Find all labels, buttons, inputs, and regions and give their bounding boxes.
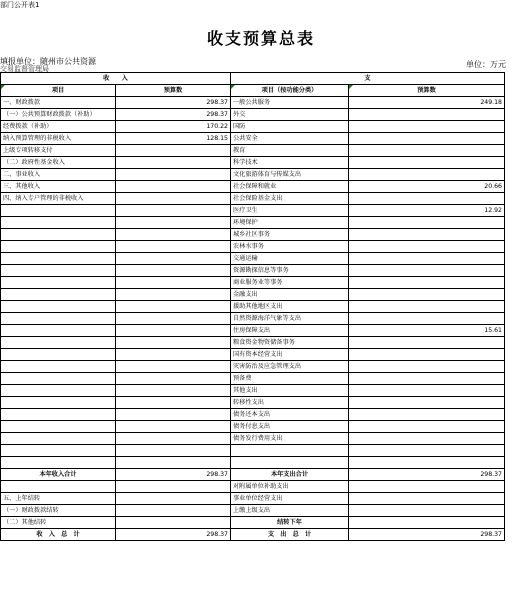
expense-item-label: 对附属单位补助支出 bbox=[231, 481, 349, 493]
column-header-row bbox=[1, 85, 505, 97]
budget-table bbox=[0, 72, 505, 541]
table-row bbox=[1, 265, 505, 277]
expense-item-value bbox=[349, 493, 505, 505]
income-item-value bbox=[116, 337, 231, 349]
income-item-label bbox=[1, 313, 116, 325]
col-header-budget: 预算数 bbox=[116, 85, 231, 97]
expense-item-label: 住房保障支出 bbox=[231, 325, 349, 337]
expense-item-value bbox=[349, 289, 505, 301]
income-item-label bbox=[1, 217, 116, 229]
grand-expense-total-label: 支 出 总 计 bbox=[231, 529, 349, 541]
table-row bbox=[1, 373, 505, 385]
expense-item-value: 20.66 bbox=[349, 181, 505, 193]
expense-item-value bbox=[349, 133, 505, 145]
income-item-value bbox=[116, 493, 231, 505]
empty-cell bbox=[349, 517, 505, 529]
expense-item-value bbox=[349, 385, 505, 397]
expense-item-value bbox=[349, 301, 505, 313]
expense-item-value bbox=[349, 313, 505, 325]
expense-item-label: 其他支出 bbox=[231, 385, 349, 397]
expense-item-label: 商业服务业等事务 bbox=[231, 277, 349, 289]
table-row bbox=[1, 397, 505, 409]
expense-item-label: 债务发行费用支出 bbox=[231, 433, 349, 445]
income-item-value bbox=[116, 265, 231, 277]
expense-item-value bbox=[349, 157, 505, 169]
income-item-label bbox=[1, 361, 116, 373]
income-item-label bbox=[1, 265, 116, 277]
expense-item-label: 上缴上级支出 bbox=[231, 505, 349, 517]
income-item-value bbox=[116, 145, 231, 157]
page-title: 收支预算总表 bbox=[206, 29, 315, 48]
expense-item-value bbox=[349, 349, 505, 361]
table-row bbox=[1, 97, 505, 109]
grand-income-total-value: 298.37 bbox=[116, 529, 231, 541]
table-row bbox=[1, 133, 505, 145]
expense-item-value bbox=[349, 109, 505, 121]
income-item-value: 170.22 bbox=[116, 121, 231, 133]
income-item-label: （二）政府性基金收入 bbox=[1, 157, 116, 169]
income-item-value bbox=[116, 505, 231, 517]
income-item-value bbox=[116, 253, 231, 265]
income-item-label bbox=[1, 409, 116, 421]
income-item-label: 二、事业收入 bbox=[1, 169, 116, 181]
income-item-label: 经费拨款（补助） bbox=[1, 121, 116, 133]
table-row bbox=[1, 505, 505, 517]
income-item-label bbox=[1, 457, 116, 469]
expense-item-value bbox=[349, 457, 505, 469]
income-item-value bbox=[116, 433, 231, 445]
expense-item-label: 医疗卫生 bbox=[231, 205, 349, 217]
table-row bbox=[1, 205, 505, 217]
income-item-label bbox=[1, 277, 116, 289]
income-item-value bbox=[116, 169, 231, 181]
income-item-label bbox=[1, 397, 116, 409]
income-item-label bbox=[1, 433, 116, 445]
expense-item-value bbox=[349, 481, 505, 493]
expense-item-value: 12.92 bbox=[349, 205, 505, 217]
income-item-value bbox=[116, 385, 231, 397]
income-item-value bbox=[116, 409, 231, 421]
expense-item-label: 社会保障和就业 bbox=[231, 181, 349, 193]
income-item-label: 纳入预算管理的非税收入 bbox=[1, 133, 116, 145]
table-row bbox=[1, 409, 505, 421]
grand-income-total-label: 收 入 总 计 bbox=[1, 529, 116, 541]
table-row bbox=[1, 301, 505, 313]
other-carry-label: （二）其他结转 bbox=[1, 517, 116, 529]
expense-item-label: 交通运输 bbox=[231, 253, 349, 265]
expense-item-value bbox=[349, 265, 505, 277]
expense-item-label: 文化旅游体育与传媒支出 bbox=[231, 169, 349, 181]
expense-item-label: 金融支出 bbox=[231, 289, 349, 301]
expense-item-value bbox=[349, 373, 505, 385]
table-row bbox=[1, 385, 505, 397]
income-item-value bbox=[116, 205, 231, 217]
annual-total-row bbox=[1, 469, 505, 481]
expense-item-label: 农林水事务 bbox=[231, 241, 349, 253]
expense-item-label: 城乡社区事务 bbox=[231, 229, 349, 241]
table-row bbox=[1, 217, 505, 229]
table-row bbox=[1, 109, 505, 121]
annual-expense-total-label: 本年支出合计 bbox=[231, 469, 349, 481]
table-row bbox=[1, 193, 505, 205]
expense-item-label: 资源勘探信息等事务 bbox=[231, 265, 349, 277]
income-item-value bbox=[116, 229, 231, 241]
income-item-value bbox=[116, 289, 231, 301]
expense-item-value bbox=[349, 409, 505, 421]
income-item-label bbox=[1, 229, 116, 241]
income-group-header: 收 入 bbox=[1, 73, 231, 85]
expense-item-value bbox=[349, 193, 505, 205]
expense-item-value bbox=[349, 229, 505, 241]
income-item-value bbox=[116, 421, 231, 433]
table-row bbox=[1, 313, 505, 325]
table-row bbox=[1, 445, 505, 457]
expense-item-label: 国有资本经营支出 bbox=[231, 349, 349, 361]
expense-item-label: 债务付息支出 bbox=[231, 421, 349, 433]
expense-item-value bbox=[349, 241, 505, 253]
income-item-label bbox=[1, 385, 116, 397]
table-row bbox=[1, 361, 505, 373]
income-item-value bbox=[116, 241, 231, 253]
expense-item-value bbox=[349, 145, 505, 157]
income-item-value bbox=[116, 457, 231, 469]
expense-item-label: 事业单位经营支出 bbox=[231, 493, 349, 505]
table-row bbox=[1, 145, 505, 157]
income-item-label bbox=[1, 253, 116, 265]
income-item-label: 上级专项转移支付 bbox=[1, 145, 116, 157]
col-header-project-func: 项目（按功能分类） bbox=[231, 85, 349, 97]
col-header-budget-right: 预算数 bbox=[349, 85, 505, 97]
expense-item-value bbox=[349, 217, 505, 229]
carry-next-year-label: 结转下年 bbox=[231, 517, 349, 529]
expense-item-label bbox=[231, 445, 349, 457]
reporting-unit-cont: 交易监督管理局 bbox=[0, 65, 49, 73]
expense-item-label: 援助其他地区支出 bbox=[231, 301, 349, 313]
expense-item-label: 灾害防治及应急管理支出 bbox=[231, 361, 349, 373]
expense-item-label: 国防 bbox=[231, 121, 349, 133]
income-item-value bbox=[116, 193, 231, 205]
expense-item-value bbox=[349, 361, 505, 373]
income-item-label bbox=[1, 349, 116, 361]
table-row bbox=[1, 157, 505, 169]
expense-group-header: 支 bbox=[231, 73, 505, 85]
expense-item-label: 一般公共服务 bbox=[231, 97, 349, 109]
expense-item-label: 科学技术 bbox=[231, 157, 349, 169]
table-row bbox=[1, 253, 505, 265]
expense-item-label: 公共安全 bbox=[231, 133, 349, 145]
expense-item-value bbox=[349, 433, 505, 445]
table-row bbox=[1, 325, 505, 337]
table-row bbox=[1, 457, 505, 469]
income-item-label: 五、上年结转 bbox=[1, 493, 116, 505]
expense-item-label: 环境保护 bbox=[231, 217, 349, 229]
expense-item-value bbox=[349, 421, 505, 433]
income-item-value bbox=[116, 313, 231, 325]
income-item-label bbox=[1, 289, 116, 301]
expense-item-value: 249.18 bbox=[349, 97, 505, 109]
currency-unit: 单位：万元 bbox=[466, 60, 506, 69]
income-item-value bbox=[116, 349, 231, 361]
income-item-value bbox=[116, 277, 231, 289]
income-item-value bbox=[116, 157, 231, 169]
expense-item-value: 15.61 bbox=[349, 325, 505, 337]
expense-item-label: 自然资源海洋气象等支出 bbox=[231, 313, 349, 325]
income-item-label: 一、财政拨款 bbox=[1, 97, 116, 109]
table-row bbox=[1, 493, 505, 505]
income-item-label bbox=[1, 481, 116, 493]
income-item-label bbox=[1, 421, 116, 433]
table-row bbox=[1, 481, 505, 493]
group-header-row bbox=[1, 73, 505, 85]
annual-expense-total-value: 298.37 bbox=[349, 469, 505, 481]
income-item-label: 四、纳入专户管理的非税收入 bbox=[1, 193, 116, 205]
expense-item-value bbox=[349, 397, 505, 409]
income-item-value bbox=[116, 325, 231, 337]
col-header-project: 项目 bbox=[1, 85, 116, 97]
income-item-value bbox=[116, 397, 231, 409]
table-row bbox=[1, 289, 505, 301]
income-item-label bbox=[1, 301, 116, 313]
expense-item-label: 粮食资金物资储备事务 bbox=[231, 337, 349, 349]
income-item-value bbox=[116, 361, 231, 373]
expense-item-value bbox=[349, 253, 505, 265]
expense-item-label: 预备费 bbox=[231, 373, 349, 385]
expense-item-label: 转移性支出 bbox=[231, 397, 349, 409]
table-row bbox=[1, 277, 505, 289]
table-row bbox=[1, 241, 505, 253]
table-row bbox=[1, 349, 505, 361]
expense-item-value bbox=[349, 169, 505, 181]
income-item-value bbox=[116, 217, 231, 229]
expense-item-label bbox=[231, 457, 349, 469]
table-row bbox=[1, 169, 505, 181]
expense-item-value bbox=[349, 121, 505, 133]
income-item-label: 三、其他收入 bbox=[1, 181, 116, 193]
income-item-value bbox=[116, 445, 231, 457]
reporting-unit: 填报单位：随州市公共资源 bbox=[0, 57, 96, 66]
income-item-label: （一）财政拨款结转 bbox=[1, 505, 116, 517]
expense-item-label: 社会保险基金支出 bbox=[231, 193, 349, 205]
income-item-value bbox=[116, 301, 231, 313]
income-item-value: 298.37 bbox=[116, 97, 231, 109]
income-item-label: （一）公共预算财政拨款（补助） bbox=[1, 109, 116, 121]
income-item-value: 128.15 bbox=[116, 133, 231, 145]
table-row bbox=[1, 181, 505, 193]
income-item-value: 298.37 bbox=[116, 109, 231, 121]
income-item-value bbox=[116, 481, 231, 493]
expense-item-value bbox=[349, 337, 505, 349]
table-row bbox=[1, 337, 505, 349]
carry-row bbox=[1, 517, 505, 529]
empty-cell bbox=[116, 517, 231, 529]
annual-income-total-value: 298.37 bbox=[116, 469, 231, 481]
expense-item-value bbox=[349, 445, 505, 457]
income-item-label bbox=[1, 373, 116, 385]
table-row bbox=[1, 229, 505, 241]
income-item-value bbox=[116, 373, 231, 385]
expense-item-value bbox=[349, 505, 505, 517]
annual-income-total-label: 本年收入合计 bbox=[1, 469, 116, 481]
grand-total-row bbox=[1, 529, 505, 541]
income-item-label bbox=[1, 445, 116, 457]
table-row bbox=[1, 121, 505, 133]
table-tag: 部门公开表1 bbox=[0, 1, 40, 9]
expense-item-label: 外交 bbox=[231, 109, 349, 121]
expense-item-value bbox=[349, 277, 505, 289]
income-item-label bbox=[1, 205, 116, 217]
income-item-label bbox=[1, 241, 116, 253]
table-row bbox=[1, 421, 505, 433]
income-item-label bbox=[1, 325, 116, 337]
table-row bbox=[1, 433, 505, 445]
grand-expense-total-value: 298.37 bbox=[349, 529, 505, 541]
income-item-value bbox=[116, 181, 231, 193]
income-item-label bbox=[1, 337, 116, 349]
expense-item-label: 债务还本支出 bbox=[231, 409, 349, 421]
expense-item-label: 教育 bbox=[231, 145, 349, 157]
